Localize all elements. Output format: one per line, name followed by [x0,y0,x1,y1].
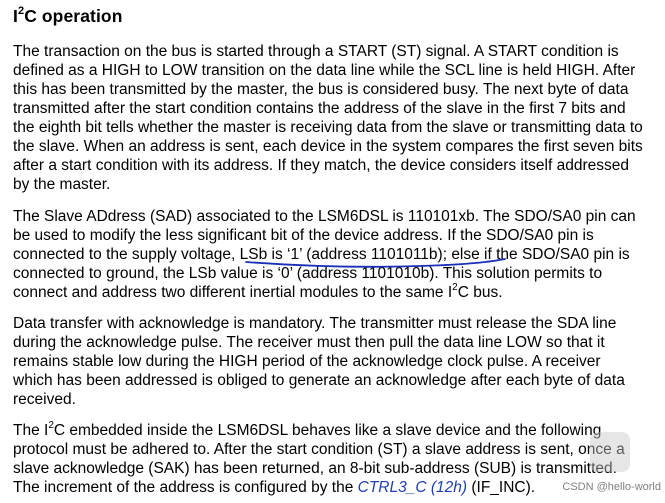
superscript: 2 [48,419,54,431]
text-segment: if the SDO/SA0 pin is [479,246,630,263]
text-segment: The increment of the address is configured by the [13,479,358,496]
text-line: which has been addressed is obliged to generate an acknowledge after each byte of data [13,372,625,389]
text-segment: C bus. [457,284,503,301]
text-line: transmitted after the start condition contains the address of the slave in the first 7 bits and [13,100,626,117]
watermark: CSDN @hello-world [562,481,661,493]
text-line: remains stable low during the HIGH period of the acknowledge clock pulse. A receiver [13,353,601,370]
text-line [13,478,535,497]
underlined-text: LSb is ‘1’ (address 1101011b); else [239,246,480,263]
text-line: the slave. When an address is sent, each device in the system compares the first seven bits [13,138,643,155]
text-line [13,245,630,264]
text-line: by the master. [13,176,111,193]
text-line: protocol must be adhered to. After the start condition (ST) a slave address is sent, once a [13,441,625,458]
text-line: defined as a HIGH to LOW transition on the data line while the SCL line is held HIGH. After [13,62,636,79]
text-line: slave acknowledge (SAK) has been returned, an 8-bit sub-address (SUB) is transmitted. [13,460,617,477]
text-segment: connected to the supply voltage, [13,246,240,263]
text-line: during the acknowledge pulse. The receiver must then pull the data line LOW so that it [13,334,605,351]
watermark-badge-icon [590,432,630,472]
text-segment: The I [13,422,49,439]
section-heading [13,6,123,27]
text-line: Data transfer with acknowledge is mandatory. The transmitter must release the SDA line [13,315,617,332]
text-line: after a start condition with its address. If they match, the device considers itself addressed [13,157,629,174]
text-line [13,283,503,302]
heading-superscript: 2 [17,5,25,18]
text-line: The transaction on the bus is started through a START (ST) signal. A START condition is [13,43,619,60]
heading-prefix: I [13,6,18,26]
ctrl3-c-register-link[interactable]: CTRL3_C (12h) [357,479,468,496]
text-segment: connect and address two different inertial modules to the same I [13,284,453,301]
text-line: connected to ground, the LSb value is ‘0’ (address 1101010b). This solution permits to [13,265,603,282]
text-segment: C embedded inside the LSM6DSL behaves like a slave device and the following [53,422,602,439]
text-line: be used to modify the less significant bit of the device address. If the SDO/SA0 pin is [13,227,594,244]
text-line: this has been transmitted by the master, the bus is considered busy. The next byte of data [13,81,629,98]
text-line: received. [13,391,76,408]
heading-suffix: C operation [24,6,123,26]
superscript: 2 [452,281,458,293]
text-line [13,421,601,440]
text-line: the eighth bit tells whether the master is receiving data from the slave or transmitting data to [13,119,643,136]
text-line: The Slave ADdress (SAD) associated to the LSM6DSL is 110101xb. The SDO/SA0 pin can [13,208,636,225]
text-segment: (IF_INC). [467,479,536,496]
